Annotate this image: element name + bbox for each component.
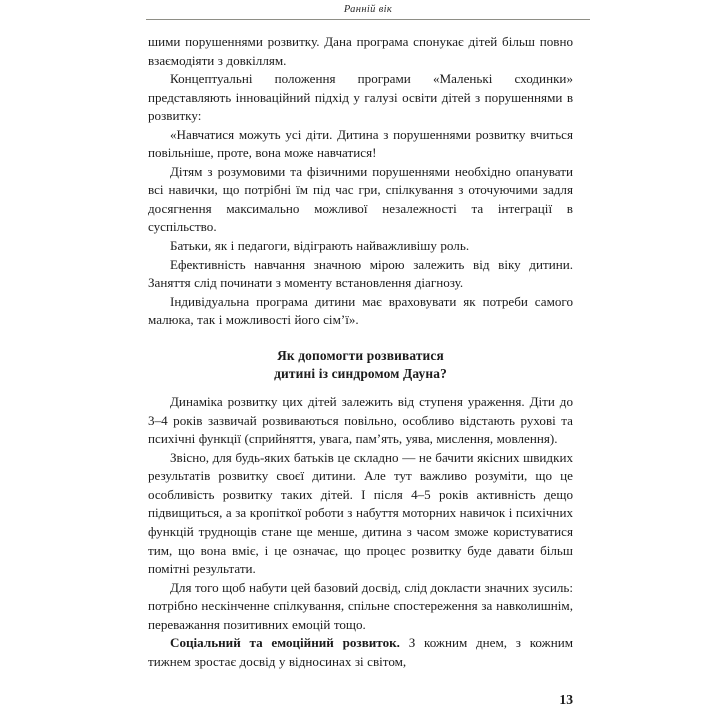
paragraph: Батьки, як і педагоги, відіграють найважливішу роль. — [170, 238, 470, 254]
section-heading-line-1: Як допомогти розвиватися — [277, 347, 444, 363]
text-column — [148, 33, 573, 671]
paragraph-rest: З кожним днем, з кожним тижнем зростає досвід у відносинах зі світом, — [148, 635, 573, 669]
paragraph: Концептуальні положення програми «Маленькі сходинки» представляють інноваційний підхід у галузі освіти дітей з порушеннями в розвитку: — [148, 71, 573, 124]
paragraph: Динаміка розвитку цих дітей залежить від ступеня ураження. Діти до 3–4 років зазвичай розвиваються повільно, особливо відстають рухові та психічні функції (сприйняття, увага, пам’ять, уява, мислення, мовлення). — [148, 394, 573, 447]
page-number: 13 — [559, 692, 573, 707]
paragraph: Індивідуальна програма дитини має враховувати як потреби самого малюка, так і можливості його сім’ї». — [148, 293, 573, 328]
paragraph-with-lead — [148, 634, 573, 671]
header-rule — [146, 19, 590, 20]
paragraph: Звісно, для будь-яких батьків це складно — не бачити якісних швидких результатів розвитку своєї дитини. Але тут важливо розуміти, що це особливість розвитку таких дітей. І після 4–5 років активність дещо підвищиться, а за кропіткої роботи з набуття моторних навичок і психічних функцій труднощів стане ще менше, дитина з часом зможе користуватися тим, що вона вміє, і це означає, що процес розвитку буде давати більш помітні результати. — [148, 449, 573, 577]
paragraph: Для того щоб набути цей базовий досвід, слід докласти значних зусиль: потрібно нескінченне спілкування, спільне спостереження за навколишнім, переважання позитивних емоцій тощо. — [148, 579, 573, 632]
paragraph: шими порушеннями розвитку. Дана програма спонукає дітей більш повно взаємодіяти з довкіллям. — [148, 34, 573, 68]
running-head: Ранній вік — [343, 4, 393, 15]
paragraph: Дітям з розумовими та фізичними порушеннями необхідно опанувати всі навички, що потрібні їм під час гри, спілкування з оточуючими задля досягнення максимально можливої незалежності та інтеграції в суспільство. — [148, 163, 573, 235]
section-heading-line-2: дитині із синдромом Дауна? — [274, 365, 447, 381]
paragraph: «Навчатися можуть усі діти. Дитина з порушеннями розвитку вчиться повільніше, проте, вона може навчатися! — [148, 126, 573, 161]
paragraph: Ефективність навчання значною мірою залежить від віку дитини. Заняття слід починати з моменту встановлення діагнозу. — [148, 256, 573, 291]
section-heading — [148, 347, 573, 383]
paragraph-lead-in: Соціальний та емоційний розвиток. — [170, 635, 400, 651]
